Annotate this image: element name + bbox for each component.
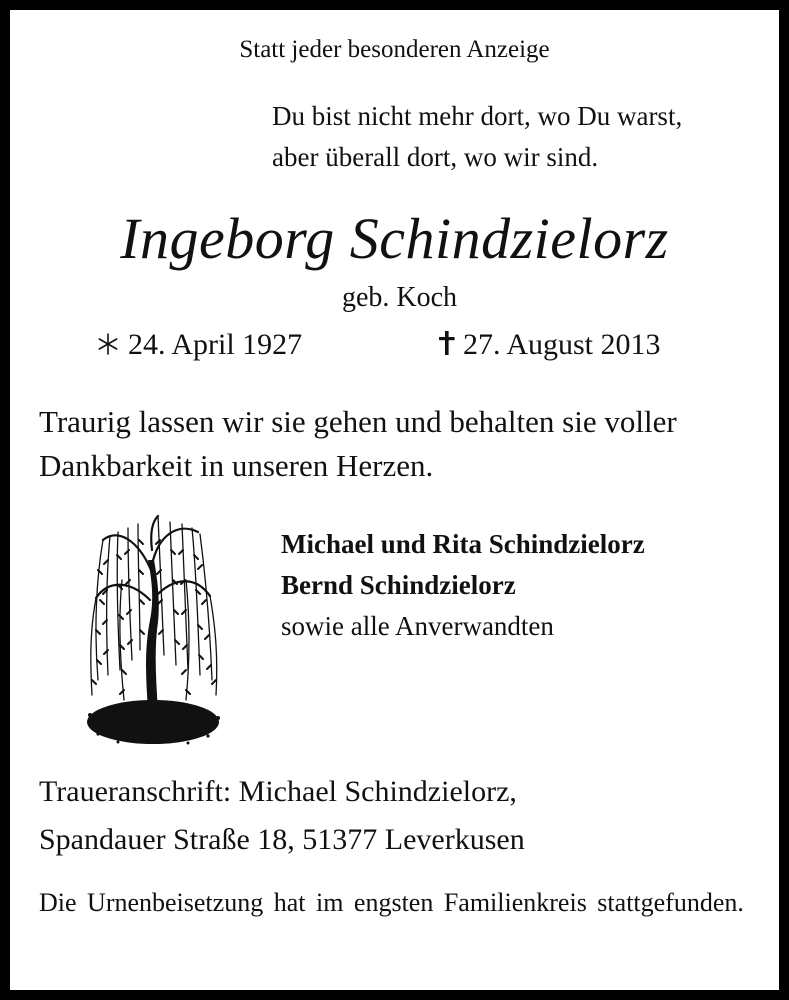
verse-line-2: aber überall dort, wo wir sind. xyxy=(272,142,599,172)
deceased-name: Ingeborg Schindzielorz xyxy=(120,206,669,271)
mourner-line-2: Bernd Schindzielorz xyxy=(281,570,516,600)
memorial-verse xyxy=(272,96,682,178)
obituary-notice xyxy=(10,10,779,990)
condolence-message xyxy=(39,400,759,488)
birth-star-icon xyxy=(96,328,128,362)
death-cross-icon xyxy=(437,328,463,362)
maiden-name: geb. Koch xyxy=(341,282,458,313)
death-date: 27. August 2013 xyxy=(463,328,661,361)
mourner-line-3: sowie alle Anverwandten xyxy=(281,611,554,641)
death-date-line xyxy=(437,328,661,362)
message-line-2: Dankbarkeit in unseren Herzen. xyxy=(39,448,434,483)
birth-date-line xyxy=(96,328,302,362)
message-line-1: Traurig lassen wir sie gehen und behalten sie voller xyxy=(39,404,677,439)
mourning-address xyxy=(39,768,525,864)
verse-line-1: Du bist nicht mehr dort, wo Du warst, xyxy=(272,101,683,131)
mourners-list xyxy=(281,524,645,647)
address-line-2: Spandauer Straße 18, 51377 Leverkusen xyxy=(39,823,525,856)
weeping-willow-icon xyxy=(78,510,228,755)
birth-date: 24. April 1927 xyxy=(128,328,303,361)
burial-note: Die Urnenbeisetzung hat im engsten Familienkreis stattgefunden. xyxy=(39,888,744,917)
address-line-1: Traueranschrift: Michael Schindzielorz, xyxy=(39,775,517,808)
mourner-line-1: Michael und Rita Schindzielorz xyxy=(281,529,645,559)
notice-header: Statt jeder besonderen Anzeige xyxy=(239,36,550,63)
